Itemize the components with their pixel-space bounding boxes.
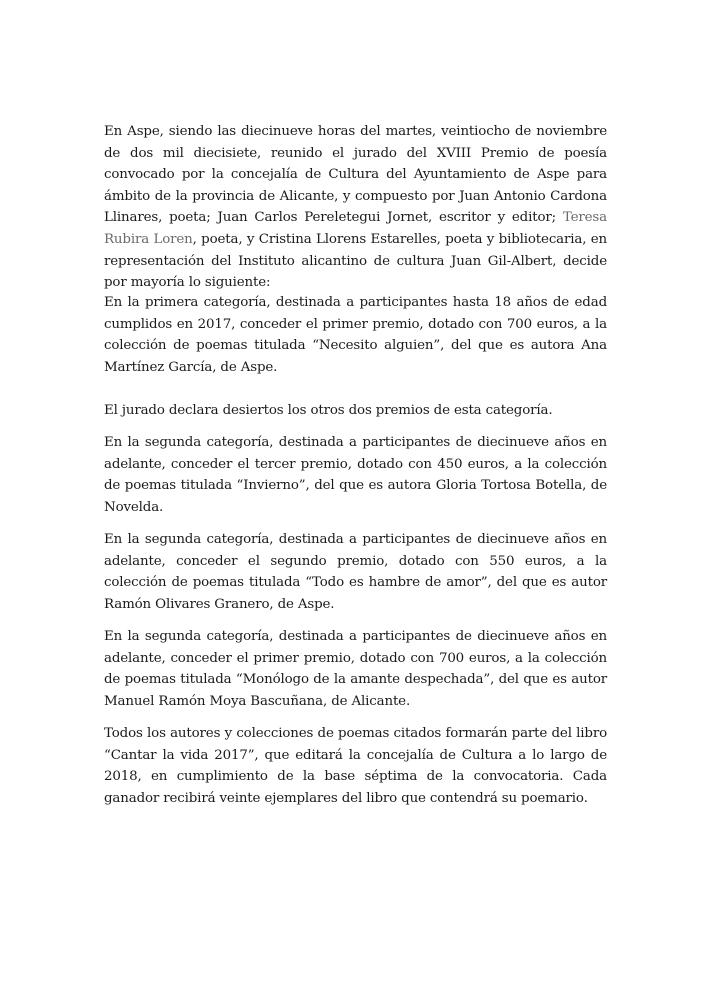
paragraph-publication-note: Todos los autores y colecciones de poemas citados formarán parte del libro “Cantar la vida 2017”, que editará la concejalía de Cultura a lo largo de 2018, en cumplimiento de la base séptima de la convocatoria. Cada ganador recibirá veinte ejemplares del libro que contendrá su poemario. [104,726,607,806]
jury-member-highlighted: Teresa Rubira Loren [104,210,607,247]
paragraph-jury-text-start: En Aspe, siendo las diecinueve horas del martes, veintiocho de noviembre de dos mil diecisiete, reunido el jurado del XVIII Premio de poesía convocado por la concejalía de Cultura del Ayuntamiento de Aspe para ámbito de la provincia de Alicante, y compuesto por Juan Antonio Cardona Llinares, poeta; Juan Carlos Pereletegui Jornet, escritor y editor; [104,124,607,226]
paragraph-first-category-award: En la primera categoría, destinada a participantes hasta 18 años de edad cumplidos en 2017, conceder el primer premio, dotado con 700 euros, a la colección de poemas titulada “Necesito alguien”, del que es autora Ana Martínez García, de Aspe. [104,295,607,375]
paragraph-second-category-first-prize: En la segunda categoría, destinada a participantes de diecinueve años en adelante, conceder el primer premio, dotado con 700 euros, a la colección de poemas titulada “Monólogo de la amante despechada”, del que es autor Manuel Ramón Moya Bascuñana, de Alicante. [104,629,607,709]
paragraph-jury-text-end: , poeta, y Cristina Llorens Estarelles, poeta y bibliotecaria, en representación del Instituto alicantino de cultura Juan Gil-Albert, decide por mayoría lo siguiente: [104,231,607,291]
paragraph-jury-composition [104,121,607,294]
paragraph-second-category-second-prize: En la segunda categoría, destinada a participantes de diecinueve años en adelante, conceder el segundo premio, dotado con 550 euros, a la colección de poemas titulada “Todo es hambre de amor”, del que es autor Ramón Olivares Granero, de Aspe. [104,532,607,612]
paragraph-deserted-prizes: El jurado declara desiertos los otros dos premios de esta categoría. [104,403,553,418]
paragraph-second-category-third-prize: En la segunda categoría, destinada a participantes de diecinueve años en adelante, conceder el tercer premio, dotado con 450 euros, a la colección de poemas titulada “Invierno”, del que es autora Gloria Tortosa Botella, de Novelda. [104,435,607,515]
